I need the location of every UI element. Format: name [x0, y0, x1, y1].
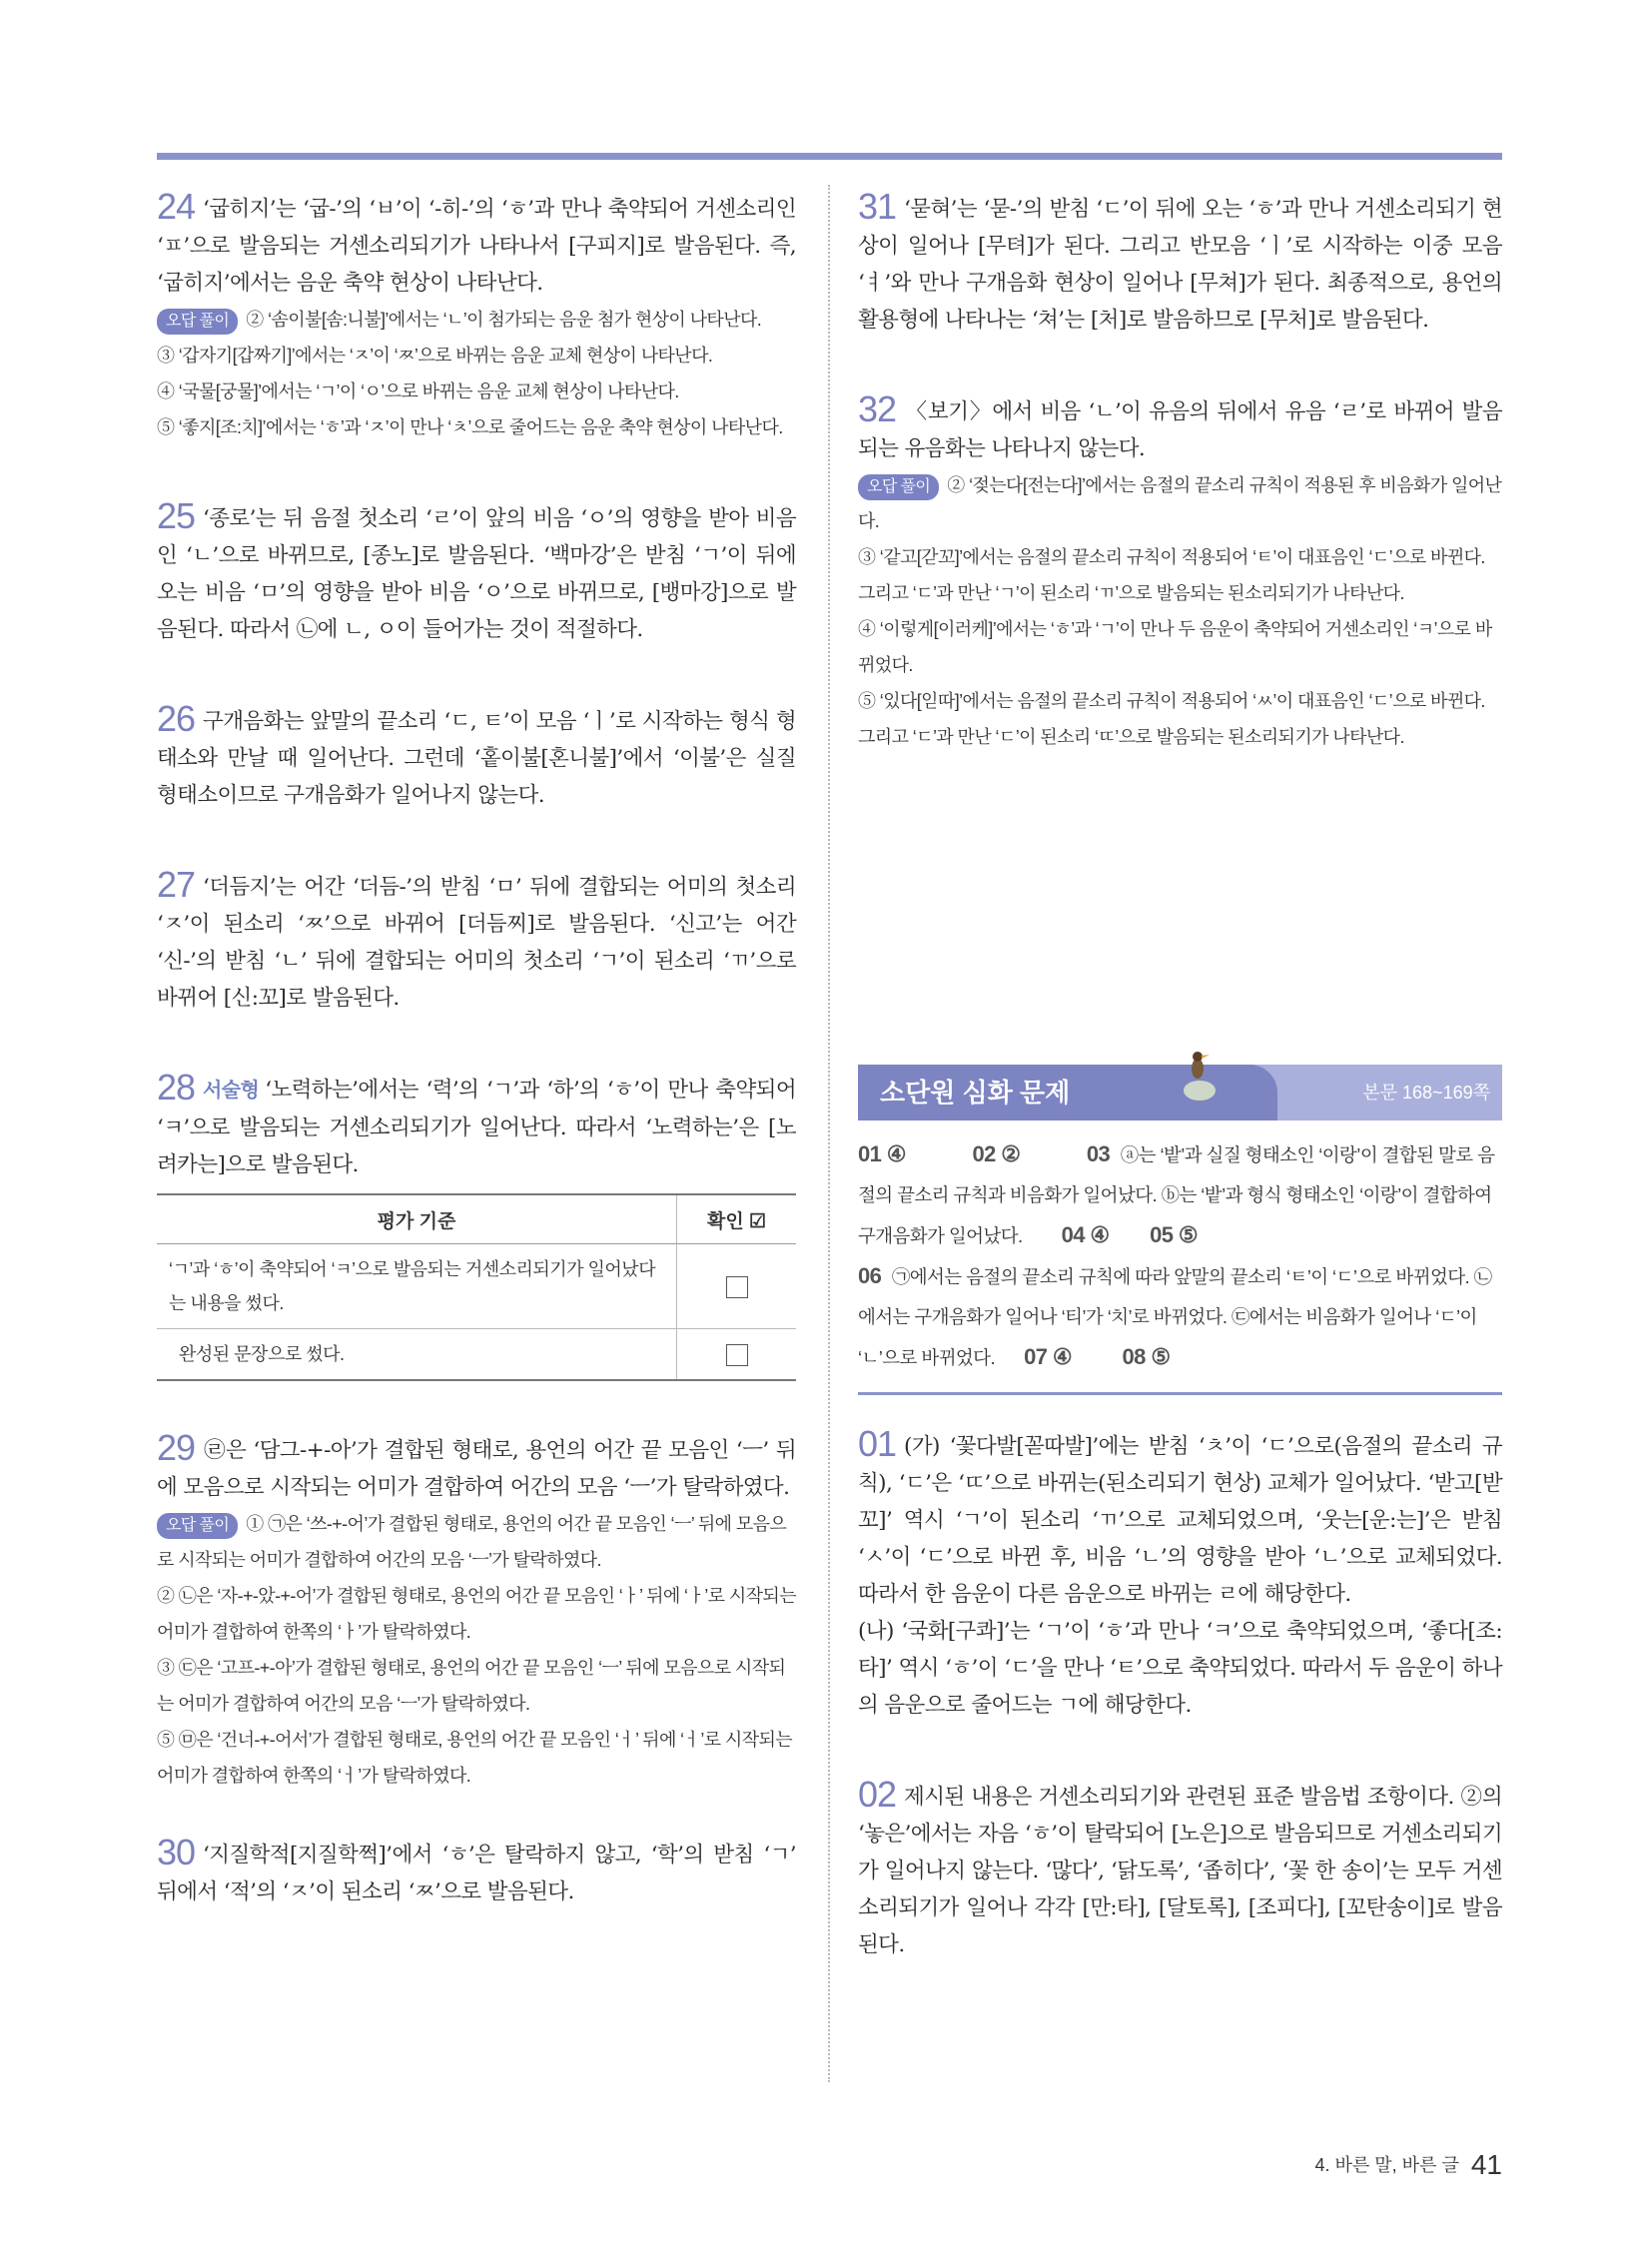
- chapter-title: 4. 바른 말, 바른 글: [1314, 2155, 1459, 2175]
- question-number: 28: [157, 1067, 196, 1108]
- column-divider: [828, 185, 830, 2082]
- answer-05: 05 ⑤: [1150, 1222, 1198, 1247]
- question-number: 29: [157, 1427, 196, 1468]
- criteria-cell: 완성된 문장으로 썼다.: [157, 1329, 677, 1381]
- wrong-answer-note: ③ ‘갑자기[갑짜기]’에서는 ‘ㅈ’이 ‘ㅉ’으로 바뀌는 음운 교체 현상이 나타난다.: [157, 346, 713, 366]
- wrong-answer-note: ④ ‘이렇게[이러케]’에서는 ‘ㅎ’과 ‘ㄱ’이 만나 두 음운이 축약되어 거센소리인 ‘ㅋ’으로 바뀌었다.: [858, 619, 1492, 675]
- wrong-answer-note: ⑤ ‘있다[읻따]’에서는 음절의 끝소리 규칙이 적용되어 ‘ㅆ’이 대표음인 ‘ㄷ’으로 바뀐다. 그리고 ‘ㄷ’과 만난 ‘ㄷ’이 된소리 ‘ㄸ’으로 발음되는 된소리되기가 나타난다.: [858, 691, 1485, 747]
- wrong-answer-note: ④ ‘국물[궁물]’에서는 ‘ㄱ’이 ‘ㅇ’으로 바뀌는 음운 교체 현상이 나타난다.: [157, 381, 679, 401]
- explanation-text: ‘지질학적[지질학쩍]’에서 ‘ㅎ’은 탈락하지 않고, ‘학’의 받침 ‘ㄱ’ 뒤에서 ‘적’의 ‘ㅈ’이 된소리 ‘ㅉ’으로 발음된다.: [157, 1843, 796, 1904]
- answer-01: 01 ④: [858, 1141, 906, 1166]
- table-header-row: [157, 1194, 796, 1244]
- checkbox[interactable]: [726, 1344, 748, 1366]
- table-row: [157, 1329, 796, 1381]
- question-number: 02: [858, 1774, 897, 1815]
- left-column: [157, 188, 796, 1962]
- question-number: 32: [858, 388, 897, 429]
- explanation-text: ‘묻혀’는 ‘묻-’의 받침 ‘ㄷ’이 뒤에 오는 ‘ㅎ’과 만나 거센소리되기 현상이 일어나 [무텨]가 된다. 그리고 반모음 ‘ㅣ’로 시작하는 이중 모음 ‘ㅕ’와 만나 구개음화 현상이 일어나 [무쳐]가 된다. 최종적으로, 용언의 활용형에 나타나는 ‘쳐’는 [처]로 발음하므로 [무처]로 발음된다.: [858, 197, 1502, 333]
- question-number: 30: [157, 1832, 196, 1872]
- explanation-text: ‘노력하는’에서는 ‘력’의 ‘ㄱ’과 ‘하’의 ‘ㅎ’이 만나 축약되어 ‘ㅋ’으로 발음되는 거센소리되기가 일어난다. 따라서 ‘노력하는’은 [노려카는]으로 발음된다.: [157, 1078, 796, 1177]
- criteria-header: 평가 기준: [157, 1194, 677, 1244]
- explanation-text: ‘종로’는 뒤 음절 첫소리 ‘ㄹ’이 앞의 비음 ‘ㅇ’의 영향을 받아 비음인 ‘ㄴ’으로 바뀌므로, [종노]로 발음된다. ‘백마강’은 받침 ‘ㄱ’이 뒤에 오는 비음 ‘ㅁ’의 영향을 받아 비음 ‘ㅇ’으로 바뀌므로, [뱅마강]으로 발음된다. 따라서 ㉡에 ㄴ, ㅇ이 들어가는 것이 적절하다.: [157, 506, 796, 642]
- wrong-answer-badge: 오답 풀이: [157, 1513, 238, 1539]
- question-number: 25: [157, 495, 196, 536]
- wrong-answer-note: ② ㉡은 ‘자-+-았-+-어’가 결합된 형태로, 용언의 어간 끝 모음인 ‘ㅏ’ 뒤에 ‘ㅏ’로 시작되는 어미가 결합하여 한쪽의 ‘ㅏ’가 탈락하였다.: [157, 1586, 796, 1642]
- explanation-text: (가) ‘꽃다발[꼳따발]’에는 받침 ‘ㅊ’이 ‘ㄷ’으로(음절의 끝소리 규칙), ‘ㄷ’은 ‘ㄸ’으로 바뀌는(된소리되기 현상) 교체가 일어났다. ‘받고[받꼬]’ 역시 ‘ㄱ’이 된소리 ‘ㄲ’으로 교체되었으며, ‘웃는[운:는]’은 받침 ‘ㅅ’이 ‘ㄷ’으로 바뀐 후, 비음 ‘ㄴ’의 영향을 받아 ‘ㄴ’으로 교체되었다. 따라서 한 음운이 다른 음운으로 바뀌는 ㄹ에 해당한다.: [858, 1434, 1502, 1607]
- page-footer: [1314, 2149, 1502, 2181]
- answer-29: [157, 1429, 796, 1794]
- wrong-answer-note: ⑤ ‘좋지[조:치]’에서는 ‘ㅎ’과 ‘ㅈ’이 만나 ‘ㅊ’으로 줄어드는 음운 축약 현상이 나타난다.: [157, 417, 783, 437]
- explanation-text: 제시된 내용은 거센소리되기와 관련된 표준 발음법 조항이다. ②의 ‘놓은’에서는 자음 ‘ㅎ’이 탈락되어 [노은]으로 발음되므로 거센소리되기가 일어나지 않는다. ‘많다’, ‘닭도록’, ‘좁히다’, ‘꽃 한 송이’는 모두 거센소리되기가 일어나 각각 [만:타], [달토록], [조피다], [꼬탄송이]로 발음된다.: [858, 1785, 1502, 1957]
- unit-section-banner: [858, 1065, 1502, 1122]
- explanation-text: (나) ‘국화[구콰]’는 ‘ㄱ’이 ‘ㅎ’과 만나 ‘ㅋ’으로 축약되었으며, ‘좋다[조:타]’ 역시 ‘ㅎ’이 ‘ㄷ’을 만나 ‘ㅌ’으로 축약되었다. 따라서 두 음운이 하나의 음운으로 줄어드는 ㄱ에 해당한다.: [858, 1619, 1502, 1718]
- explanation-text: 구개음화는 앞말의 끝소리 ‘ㄷ, ㅌ’이 모음 ‘ㅣ’로 시작하는 형식 형태소와 만날 때 일어난다. 그런데 ‘홑이불[혼니불]’에서 ‘이불’은 실질 형태소이므로 구개음화가 일어나지 않는다.: [157, 709, 796, 808]
- explanation-text: ‘더듬지’는 어간 ‘더듬-’의 받침 ‘ㅁ’ 뒤에 결합되는 어미의 첫소리 ‘ㅈ’이 된소리 ‘ㅉ’으로 바뀌어 [더듬찌]로 발음된다. ‘신고’는 어간 ‘신-’의 받침 ‘ㄴ’ 뒤에 결합되는 어미의 첫소리 ‘ㄱ’이 된소리 ‘ㄲ’으로 바뀌어 [신:꼬]로 발음된다.: [157, 875, 796, 1011]
- wrong-answer-note: ② ‘젖는다[전는다]’에서는 음절의 끝소리 규칙이 적용된 후 비음화가 일어난다.: [858, 475, 1502, 531]
- unit-answers: [858, 1134, 1502, 1378]
- answer-06-number: 06: [858, 1263, 882, 1288]
- question-number: 26: [157, 698, 196, 739]
- detail-answer-01: [858, 1425, 1502, 1724]
- evaluation-table: [157, 1193, 796, 1381]
- answer-25: [157, 497, 796, 648]
- bird-icon: [1180, 1043, 1220, 1103]
- explanation-text: 〈보기〉에서 비음 ‘ㄴ’이 유음의 뒤에서 유음 ‘ㄹ’로 바뀌어 발음되는 유음화는 나타나지 않는다.: [858, 399, 1502, 461]
- wrong-answer-note: ① ㉠은 ‘쓰-+-어’가 결합된 형태로, 용언의 어간 끝 모음인 ‘ㅡ’ 뒤에 모음으로 시작되는 어미가 결합하여 어간의 모음 ‘ㅡ’가 탈락하였다.: [157, 1514, 787, 1570]
- wrong-answer-note: ③ ㉢은 ‘고프-+-아’가 결합된 형태로, 용언의 어간 끝 모음인 ‘ㅡ’ 뒤에 모음으로 시작되는 어미가 결합하여 어간의 모음 ‘ㅡ’가 탈락하였다.: [157, 1658, 786, 1714]
- wrong-answer-note: ② ‘솜이불[솜:니불]’에서는 ‘ㄴ’이 첨가되는 음운 첨가 현상이 나타난다.: [246, 310, 762, 330]
- unit-title: 소단원 심화 문제: [858, 1065, 1277, 1121]
- wrong-answer-badge: 오답 풀이: [858, 474, 939, 500]
- table-row: [157, 1244, 796, 1329]
- answer-06-text: ㉠에서는 음절의 끝소리 규칙에 따라 앞말의 끝소리 ‘ㅌ’이 ‘ㄷ’으로 바뀌었다. ㉡에서는 구개음화가 일어나 ‘티’가 ‘치’로 바뀌었다. ㉢에서는 비음화가 일어나 ‘ㄷ’이 ‘ㄴ’으로 바뀌었다.: [858, 1266, 1492, 1368]
- question-number: 01: [858, 1423, 897, 1464]
- answer-30: [157, 1834, 796, 1910]
- question-number: 24: [157, 186, 196, 227]
- unit-page-range: 본문 168~169쪽: [1362, 1083, 1490, 1103]
- explanation-text: ㉣은 ‘담그-+-아’가 결합된 형태로, 용언의 어간 끝 모음인 ‘ㅡ’ 뒤에 모음으로 시작되는 어미가 결합하여 어간의 모음 ‘ㅡ’가 탈락하였다.: [157, 1438, 796, 1500]
- detail-answer-02: [858, 1776, 1502, 1963]
- answer-08: 08 ⑤: [1122, 1344, 1171, 1369]
- top-rule: [157, 153, 1502, 160]
- answer-24: [157, 188, 796, 445]
- question-number: 31: [858, 186, 897, 227]
- criteria-cell: ‘ㄱ’과 ‘ㅎ’이 축약되어 ‘ㅋ’으로 발음되는 거센소리되기가 일어났다는 내용을 썼다.: [157, 1244, 677, 1329]
- explanation-text: ‘굽히지’는 ‘굽-’의 ‘ㅂ’이 ‘-히-’의 ‘ㅎ’과 만나 축약되어 거센소리인 ‘ㅍ’으로 발음되는 거센소리되기가 나타나서 [구피지]로 발음된다. 즉, ‘굽히지’에서는 음운 축약 현상이 나타난다.: [157, 197, 796, 296]
- descriptive-label: 서술형: [203, 1080, 260, 1102]
- answer-02: 02 ②: [972, 1141, 1021, 1166]
- answer-32: [858, 390, 1502, 755]
- checkbox[interactable]: [726, 1276, 748, 1298]
- answer-07: 07 ④: [1024, 1344, 1072, 1369]
- answer-03-text: ⓐ는 ‘밭’과 실질 형태소인 ‘이랑’이 결합된 말로 음절의 끝소리 규칙과 비음화가 일어났다. ⓑ는 ‘밭’과 형식 형태소인 ‘이랑’이 결합하여 구개음화가 일어났다.: [858, 1144, 1495, 1246]
- wrong-answer-note: ③ ‘같고[갇꼬]’에서는 음절의 끝소리 규칙이 적용되어 ‘ㅌ’이 대표음인 ‘ㄷ’으로 바뀐다. 그리고 ‘ㄷ’과 만난 ‘ㄱ’이 된소리 ‘ㄲ’으로 발음되는 된소리되기가 나타난다.: [858, 547, 1485, 603]
- wrong-answer-note: ⑤ ㉤은 ‘건너-+-어서’가 결합된 형태로, 용언의 어간 끝 모음인 ‘ㅓ’ 뒤에 ‘ㅓ’로 시작되는 어미가 결합하여 한쪽의 ‘ㅓ’가 탈락하였다.: [157, 1730, 793, 1786]
- right-column: [858, 188, 1502, 2015]
- answer-04: 04 ④: [1061, 1222, 1110, 1247]
- answer-31: [858, 188, 1502, 339]
- answer-27: [157, 866, 796, 1017]
- question-number: 27: [157, 864, 196, 905]
- wrong-answer-badge: 오답 풀이: [157, 309, 238, 335]
- unit-divider: [858, 1392, 1502, 1395]
- answer-26: [157, 700, 796, 814]
- answer-03-number: 03: [1086, 1141, 1111, 1166]
- check-header: 확인 ☑: [677, 1194, 797, 1244]
- answer-28: [157, 1069, 796, 1381]
- page-number: 41: [1470, 2149, 1502, 2180]
